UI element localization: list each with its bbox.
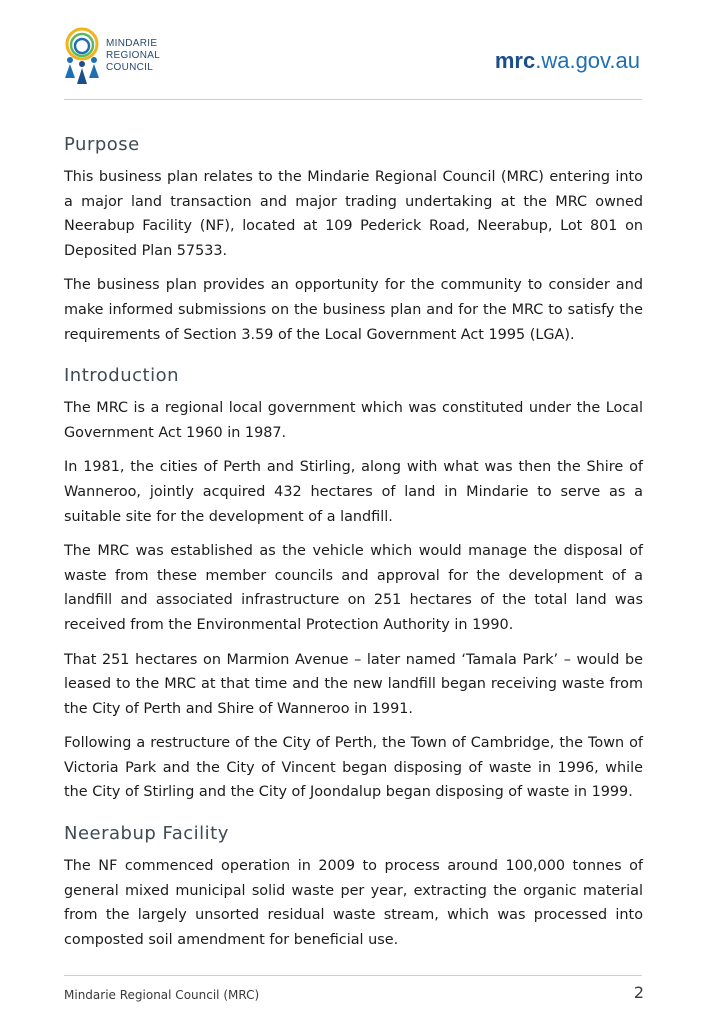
footer-org-name: Mindarie Regional Council (MRC) xyxy=(64,988,260,1002)
footer-divider xyxy=(64,975,642,976)
section-heading: Neerabup Facility xyxy=(64,823,229,845)
paragraph: The NF commenced operation in 2009 to process around 100,000 tonnes of general mixed municipal solid waste per year, extracting the organic material from the largely unsorted residual waste stream, which was processed into composted soil amendment for beneficial use. xyxy=(64,858,643,948)
section-heading: Purpose xyxy=(64,134,140,155)
logo-wordmark xyxy=(106,38,160,74)
section-introduction xyxy=(64,363,643,805)
section-neerabup-facility xyxy=(64,821,643,952)
logo-line: COUNCIL xyxy=(106,62,154,73)
section-heading: Introduction xyxy=(64,365,180,387)
paragraph: The business plan provides an opportunity for the community to consider and make informed submissions on the business plan and for the MRC to satisfy the requirements of Section 3.59 of the Local Government Act 1995 (LGA). xyxy=(64,277,643,343)
header-divider xyxy=(64,99,642,100)
logo-figures-icon xyxy=(62,26,102,86)
logo-line: MINDARIE xyxy=(106,38,158,49)
site-url-rest: .wa.gov.au xyxy=(535,48,640,73)
paragraph: The MRC was established as the vehicle which would manage the disposal of waste from these member councils and approval for the development of a landfill and associated infrastructure on 251 hectares of the total land was received from the Environmental Protection Authority in 1990. xyxy=(64,543,643,633)
section-purpose xyxy=(64,132,643,347)
paragraph: In 1981, the cities of Perth and Stirling, along with what was then the Shire of Wanneroo, jointly acquired 432 hectares of land in Mindarie to serve as a suitable site for the development of a landfill. xyxy=(64,459,643,525)
paragraph: The MRC is a regional local government which was constituted under the Local Government Act 1960 in 1987. xyxy=(64,400,643,441)
paragraph: Following a restructure of the City of Perth, the Town of Cambridge, the Town of Victoria Park and the City of Vincent began disposing of waste in 1996, while the City of Stirling and the City of Joondalup began disposing of waste in 1999. xyxy=(64,735,643,801)
logo-line: REGIONAL xyxy=(106,50,161,61)
site-url-bold: mrc xyxy=(494,48,536,73)
paragraph: This business plan relates to the Mindarie Regional Council (MRC) entering into a major land transaction and major trading undertaking at the MRC owned Neerabup Facility (NF), located at 109 Pederick Road, Neerabup, Lot 801 on Deposited Plan 57533. xyxy=(64,169,643,259)
page-header xyxy=(0,0,706,100)
council-logo xyxy=(62,26,182,90)
page-number: 2 xyxy=(633,983,644,1002)
site-url[interactable] xyxy=(495,48,640,74)
paragraph: That 251 hectares on Marmion Avenue – later named ‘Tamala Park’ – would be leased to the MRC at that time and the new landfill began receiving waste from the City of Perth and Shire of Wanneroo in 1991. xyxy=(64,651,643,717)
document-body xyxy=(64,132,643,968)
